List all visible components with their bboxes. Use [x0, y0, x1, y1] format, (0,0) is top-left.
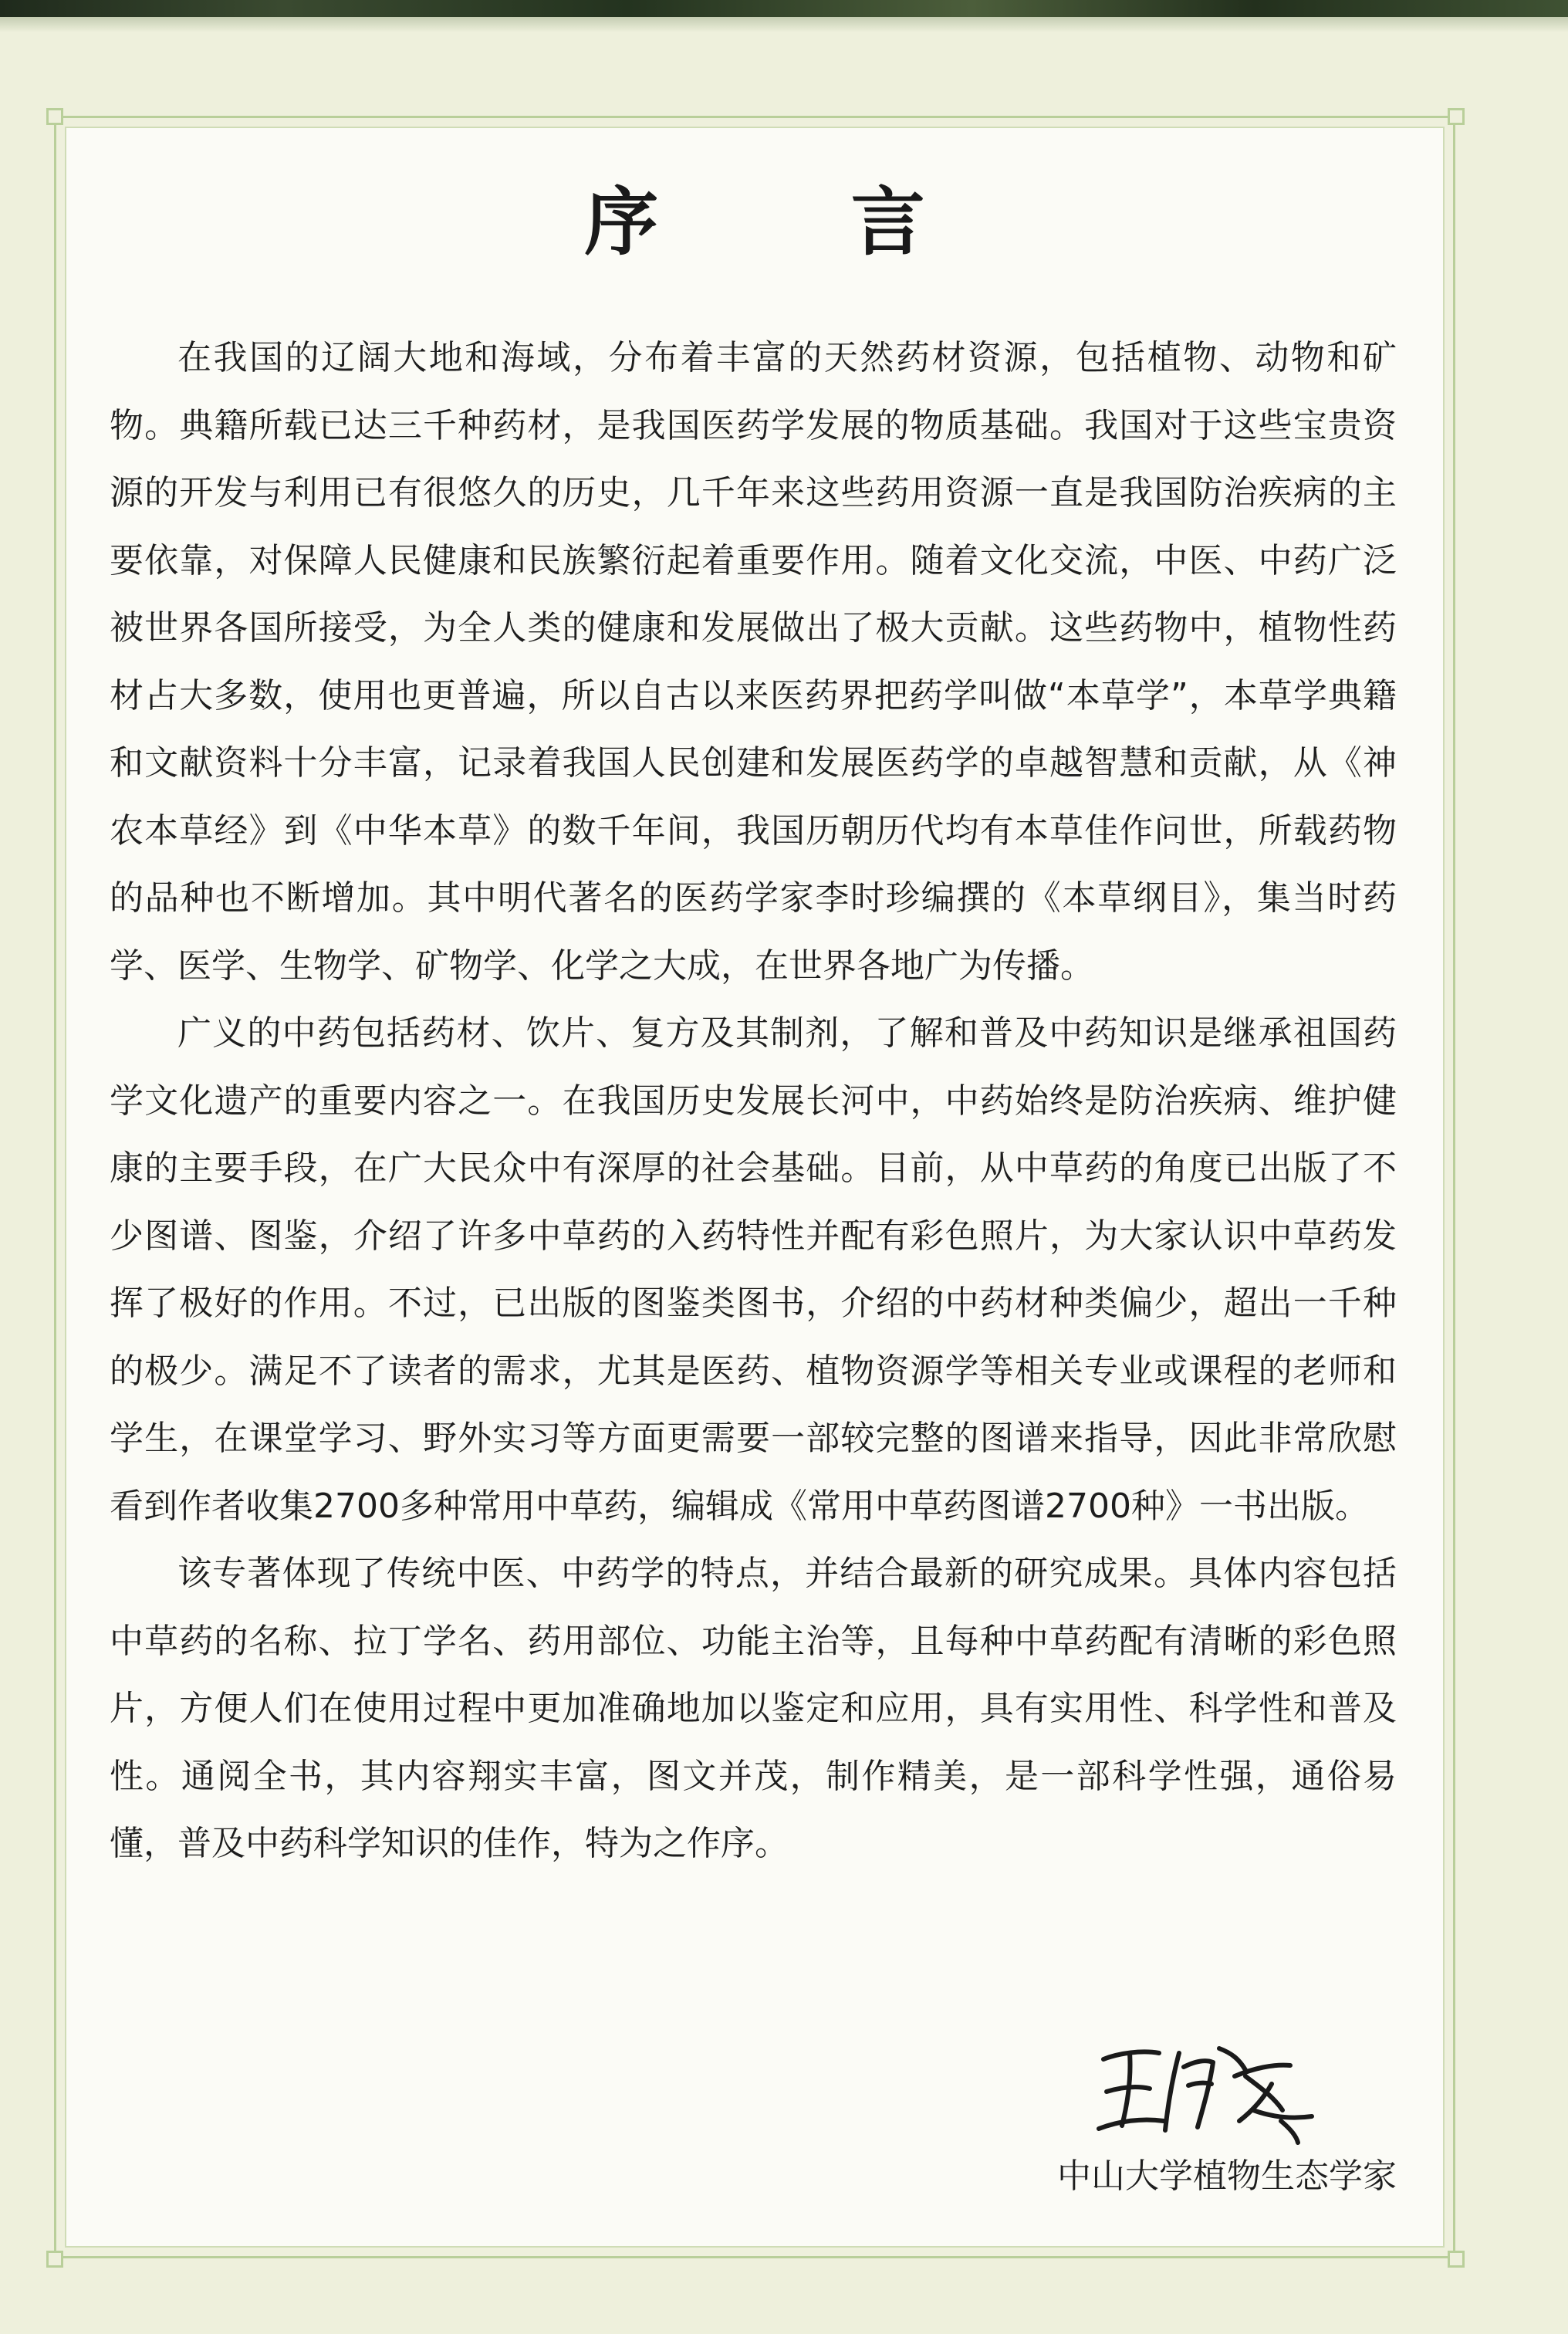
- frame-corner-ornament: [46, 2251, 63, 2268]
- paragraph: 该专著体现了传统中医、中药学的特点，并结合最新的研究成果。具体内容包括中草药的名称、拉丁学名、药用部位、功能主治等，且每种中草药配有清晰的彩色照片，方便人们在使用过程中更加准确地加以鉴定和应用，具有实用性、科学性和普及性。通阅全书，其内容翔实丰富，图文并茂，制作精美，是一部科学性强，通俗易懂，普及中药科学知识的佳作，特为之作序。: [110, 1554, 1397, 1863]
- preface-body: [110, 324, 1397, 1878]
- top-photo-strip: [0, 0, 1568, 17]
- paragraph: 在我国的辽阔大地和海域，分布着丰富的天然药材资源，包括植物、动物和矿物。典籍所载已达三千种药材，是我国医药学发展的物质基础。我国对于这些宝贵资源的开发与利用已有很悠久的历史，几千年来这些药用资源一直是我国防治疾病的主要依靠，对保障人民健康和民族繁衍起着重要作用。随着文化交流，中医、中药广泛被世界各国所接受，为全人类的健康和发展做出了极大贡献。这些药物中，植物性药材占大多数，使用也更普遍，所以自古以来医药界把药学叫做“本草学”，本草学典籍和文献资料十分丰富，记录着我国人民创建和发展医药学的卓越智慧和贡献，从《神农本草经》到《中华本草》的数千年间，我国历朝历代均有本草佳作问世，所载药物的品种也不断增加。其中明代著名的医药学家李时珍编撰的《本草纲目》，集当时药学、医学、生物学、矿物学、化学之大成，在世界各地广为传播。: [110, 338, 1397, 986]
- top-strip-shadow: [0, 17, 1568, 32]
- page-title: 序 言: [584, 179, 1009, 266]
- frame-corner-ornament: [1448, 108, 1465, 125]
- paragraph: 广义的中药包括药材、饮片、复方及其制剂，了解和普及中药知识是继承祖国药学文化遗产的重要内容之一。在我国历史发展长河中，中药始终是防治疾病、维护健康的主要手段，在广大民众中有深厚的社会基础。目前，从中草药的角度已出版了不少图谱、图鉴，介绍了许多中草药的入药特性并配有彩色照片，为大家认识中草药发挥了极好的作用。不过，已出版的图鉴类图书，介绍的中药材种类偏少，超出一千种的极少。满足不了读者的需求，尤其是医药、植物资源学等相关专业或课程的老师和学生，在课堂学习、野外实习等方面更需要一部较完整的图谱来指导，因此非常欣慰看到作者收集2700多种常用中草药，编辑成《常用中草药图谱2700种》一书出版。: [110, 1013, 1397, 1526]
- handwritten-signature: [1088, 2030, 1335, 2146]
- frame-corner-ornament: [46, 108, 63, 125]
- frame-corner-ornament: [1448, 2251, 1465, 2268]
- author-affiliation: 中山大学植物生态学家: [1057, 2156, 1397, 2196]
